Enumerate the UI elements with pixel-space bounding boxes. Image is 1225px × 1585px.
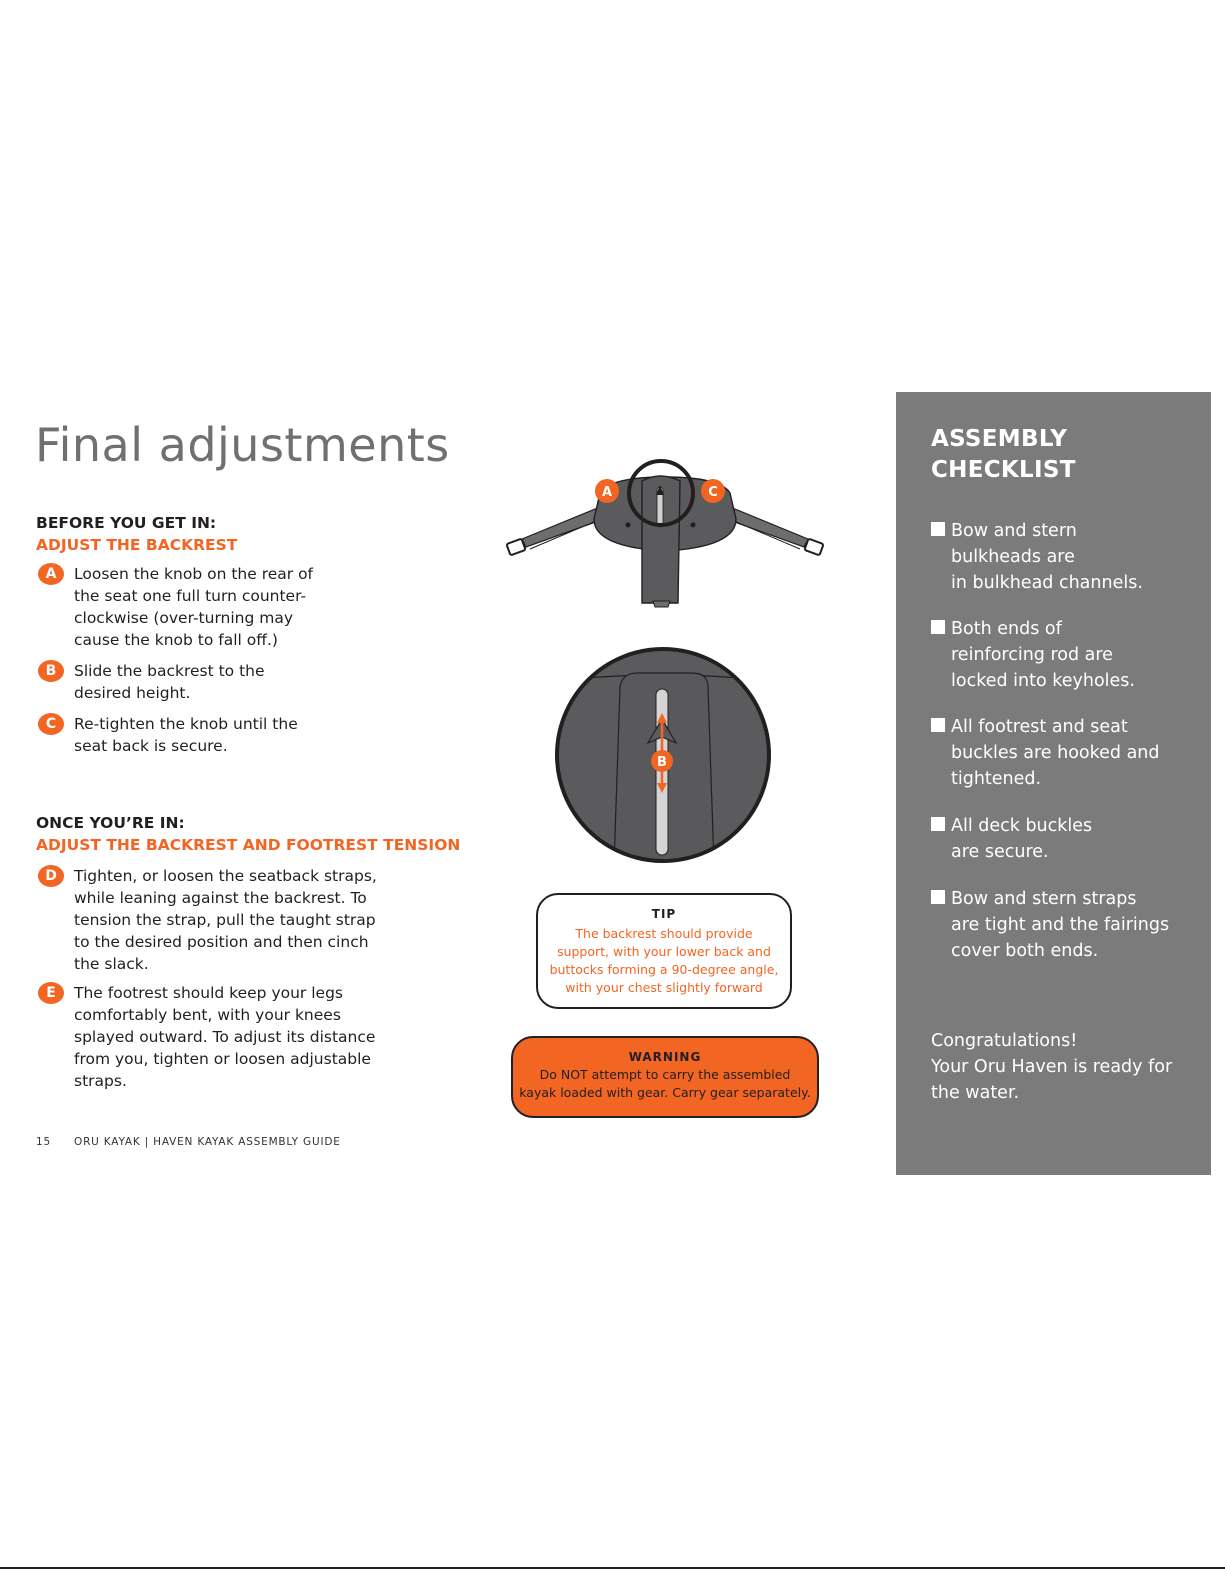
- warning-box: [511, 1036, 819, 1118]
- warning-label: WARNING: [628, 1050, 702, 1064]
- before-subheading: ADJUST THE BACKREST: [36, 536, 238, 554]
- footer-text: ORU KAYAK | HAVEN KAYAK ASSEMBLY GUIDE: [74, 1136, 341, 1148]
- step-badge: A: [38, 563, 64, 585]
- checklist-item-text: Bow and stern bulkheads are in bulkhead channels.: [951, 521, 1143, 593]
- congratulations-text: Congratulations! Your Oru Haven is ready for the water.: [931, 1031, 1173, 1103]
- checkbox-icon: [931, 817, 945, 831]
- checkbox-icon: [931, 620, 945, 634]
- page-footer: [36, 1136, 341, 1148]
- warning-text: Do NOT attempt to carry the assembled kayak loaded with gear. Carry gear separately.: [519, 1067, 811, 1100]
- bottom-divider: [0, 1567, 1225, 1569]
- step-text: Loosen the knob on the rear of the seat one full turn counter- clockwise (over-turning may cause the knob to fall off.): [74, 565, 314, 649]
- assembly-checklist-panel: [896, 392, 1211, 1175]
- tip-text: The backrest should provide support, with your lower back and buttocks forming a 90-degree angle, with your chest slightly forward: [549, 926, 779, 995]
- checklist-item-text: All footrest and seat buckles are hooked and tightened.: [951, 717, 1160, 789]
- page-number: 15: [36, 1136, 51, 1148]
- seat-illustration: [500, 455, 830, 615]
- tip-label: TIP: [651, 907, 677, 921]
- checkbox-icon: [931, 890, 945, 904]
- step-text: Tighten, or loosen the seatback straps, while leaning against the backrest. To tension the strap, pull the taught strap to the desired position and then cinch the slack.: [74, 867, 377, 973]
- label-c: C: [708, 485, 718, 500]
- checklist-item-text: Both ends of reinforcing rod are locked into keyholes.: [951, 619, 1135, 691]
- checkbox-icon: [931, 522, 945, 536]
- once-heading: ONCE YOU’RE IN:: [36, 814, 185, 832]
- step-text: Slide the backrest to the desired height.: [74, 662, 265, 702]
- checklist-item-text: All deck buckles are secure.: [951, 816, 1093, 862]
- checklist-title: ASSEMBLY CHECKLIST: [931, 426, 1076, 483]
- step-badge: C: [38, 713, 64, 735]
- tip-box: [536, 893, 792, 1009]
- checklist-item-text: Bow and stern straps are tight and the fairings cover both ends.: [951, 889, 1170, 961]
- once-subheading: ADJUST THE BACKREST AND FOOTREST TENSION: [36, 836, 461, 854]
- page-title: Final adjustments: [35, 418, 450, 472]
- step-text: The footrest should keep your legs comfortably bent, with your knees splayed outward. To adjust its distance from you, tighten or loosen adjustable straps.: [74, 984, 376, 1090]
- backrest-zoom-illustration: [552, 647, 774, 865]
- before-heading: BEFORE YOU GET IN:: [36, 514, 217, 532]
- once-section-heading: [36, 812, 460, 856]
- label-a: A: [601, 485, 613, 500]
- step-badge: B: [38, 660, 64, 682]
- step-text: Re-tighten the knob until the seat back is secure.: [74, 715, 298, 755]
- step-badge: E: [38, 982, 64, 1004]
- checkbox-icon: [931, 718, 945, 732]
- label-b: B: [657, 755, 667, 770]
- step-badge: D: [38, 865, 64, 887]
- before-section-heading: [36, 512, 237, 556]
